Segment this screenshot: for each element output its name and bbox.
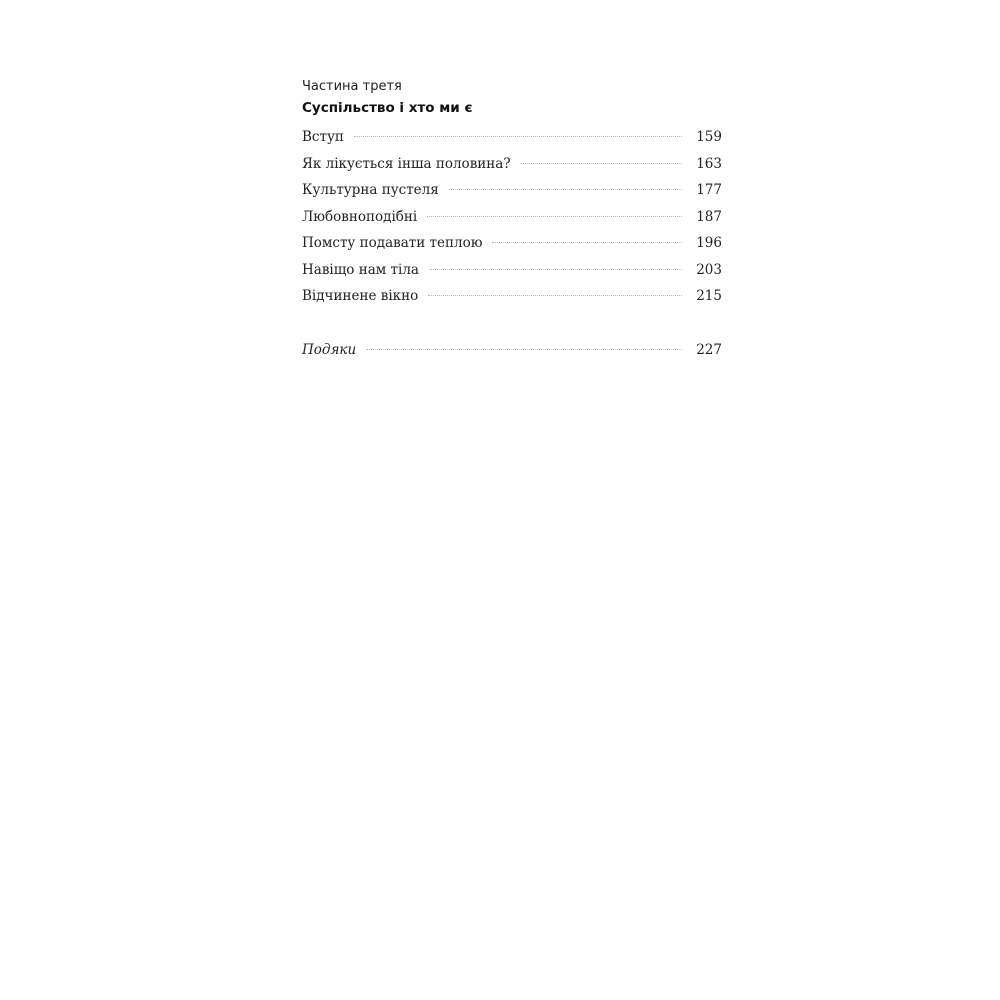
- toc-entry-page: 227: [696, 341, 722, 358]
- toc-entry-title: Навіщо нам тіла: [302, 261, 419, 278]
- dot-leader: [428, 295, 682, 296]
- part-title: Суспільство і хто ми є: [302, 100, 473, 116]
- toc-entry-title: Як лікується інша половина?: [302, 155, 511, 172]
- toc-entry-title: Помсту подавати теплою: [302, 235, 483, 251]
- dot-leader: [427, 216, 682, 217]
- dot-leader: [521, 163, 682, 164]
- dot-leader: [449, 189, 682, 190]
- toc-entry-title: Подяки: [302, 341, 357, 358]
- toc-entry: [302, 288, 722, 315]
- toc-entry-page: 163: [696, 155, 722, 172]
- toc-entry: [302, 235, 722, 262]
- table-of-contents-page: [302, 78, 722, 368]
- toc-entry-title: Вступ: [302, 129, 344, 145]
- toc-entry: [302, 262, 722, 289]
- dot-leader: [354, 136, 682, 137]
- toc-entry: [302, 156, 722, 183]
- toc-list: [302, 129, 722, 368]
- toc-entry-page: 177: [696, 182, 722, 198]
- dot-leader: [492, 242, 682, 243]
- toc-entry-page: 187: [696, 208, 722, 225]
- toc-entry-title: Любовноподібні: [302, 208, 418, 225]
- toc-entry-page: 196: [696, 235, 722, 251]
- toc-entry-acknowledgements: [302, 342, 722, 369]
- toc-entry-page: 159: [696, 129, 722, 145]
- toc-entry: [302, 129, 722, 156]
- part-label: Частина третя: [302, 79, 402, 94]
- dot-leader: [366, 349, 682, 350]
- toc-entry-title: Відчинене вікно: [302, 288, 419, 304]
- toc-entry-page: 203: [696, 261, 722, 278]
- dot-leader: [429, 269, 682, 270]
- toc-entry: [302, 209, 722, 236]
- toc-entry: [302, 182, 722, 209]
- toc-entry-title: Культурна пустеля: [302, 182, 439, 198]
- toc-entry-page: 215: [696, 288, 722, 304]
